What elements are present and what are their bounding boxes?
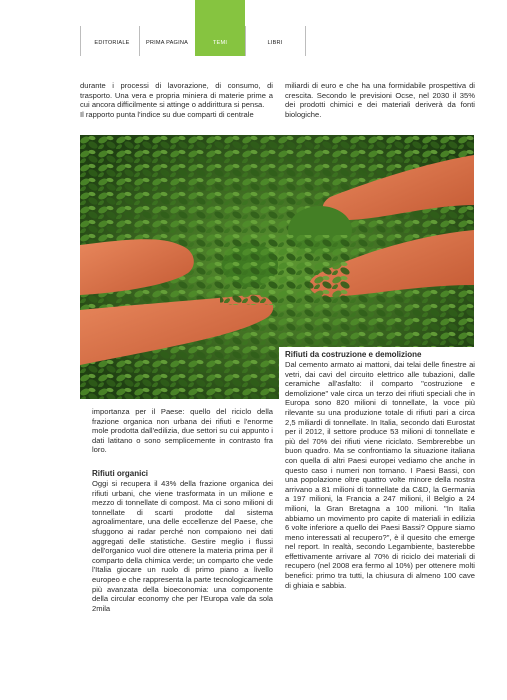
tab-temi[interactable]: TEMI xyxy=(212,40,228,46)
top-right-column xyxy=(285,81,475,119)
tab-prima-pagina[interactable]: PRIMA PAGINA xyxy=(145,40,189,46)
top-right-paragraph: miliardi di euro e che ha una formidabile prospettiva di crescita. Secondo le previsioni Ocse, nel 2030 il 35% dei prodotti chimici e dei materiali deriverà da fonti biologiche. xyxy=(285,81,475,119)
left-paragraph-2: Oggi si recupera il 43% della frazione organica dei rifiuti urbani, che viene trasformata in un milione e mezzo di tonnellate di compost. Ma ci sono milioni di tonnellate di scarti prodotte dal sistema agroalimentare, una delle eccellenze del Paese, che sfuggono ai radar perché non compaiono nei dati aggregati delle statistiche. Gestire meglio i flussi dell'organico vuol dire ottenere la materia prima per il comparto della chimica verde; un comparto che vede l'Italia giocare un ruolo di primo piano a livello europeo e che rappresenta la parte tecnologicamente più avanzata della bioeconomia: una componente della circular economy che per l'Europa vale da sola 2mila xyxy=(92,478,273,613)
section-nav xyxy=(0,0,507,56)
top-left-paragraph-2: Il rapporto punta l'indice su due comparti di centrale xyxy=(80,109,254,119)
left-paragraph-1: importanza per il Paese: quello del riciclo della frazione organica non urbana dei rifiuti e l'enorme mole prodotta dall'edilizia, due settori su cui appunto i dati latitano o sono semplicemente in contrasto fra loro. xyxy=(92,407,273,455)
nav-separator xyxy=(80,26,81,56)
spacer xyxy=(92,455,273,469)
right-column xyxy=(285,350,475,590)
right-paragraph-1: Dal cemento armato ai mattoni, dai telai delle finestre ai vetri, dai cavi del circuito elettrico alle tubazioni, dalle ceramiche all'asfalto: il comparto "costruzione e demolizione" vale circa un terzo dei rifiuti speciali che in Europa sono 820 milioni di tonnellate, la voce più rilevante su una produzione totale di rifiuti pari a circa 2,5 miliardi di tonnellate. In Italia, secondo dati Eurostat per il 2012, il settore produce 53 milioni di tonnellate e più del 70% dei rifiuti viene riciclato. Sembrerebbe un buon quadro. Ma se confrontiamo la situazione italiana con quella di altri Paesi europei vediamo che anche in questo caso i numeri non tornano. I Paesi Bassi, con una popolazione oltre quattro volte minore della nostra arrivano a 81 milioni di tonnellate da C&D, la Germania a 197 milioni, la Francia a 247 milioni, il Belgio a 24 milioni, la Gran Bretagna a 100 milioni. "In Italia abbiamo un movimento pro capite di materiali in edilizia 6 volte inferiore a quello dei Paesi Bassi? Oppure siamo meno interessati al recupero?", è il quesito che emerge nel report. In realtà, secondo Legambiente, basterebbe effettivamente arrivare al 70% di riciclo dei materiali di recupero (nel 2008 era fermo al 10%) per ottenere molti benefici: primo tra tutti, la chiusura di almeno 100 cave di ghiaia e sabbia. xyxy=(285,360,475,590)
nav-separator xyxy=(305,26,306,56)
top-left-column xyxy=(80,81,273,119)
section-heading-organici: Rifiuti organici xyxy=(92,468,148,478)
tab-libri[interactable]: LIBRI xyxy=(267,40,283,46)
tab-editoriale[interactable]: EDITORIALE xyxy=(94,40,130,46)
left-column xyxy=(92,407,273,613)
tab-temi-active[interactable] xyxy=(195,0,245,56)
top-left-paragraph: durante i processi di lavorazione, di consumo, di trasporto. Una vera e propria miniera di materie prime a cui ancora difficilmente si attinge o addirittura si pensa. xyxy=(80,81,273,110)
section-heading-costruzione: Rifiuti da costruzione e demolizione xyxy=(285,350,422,359)
